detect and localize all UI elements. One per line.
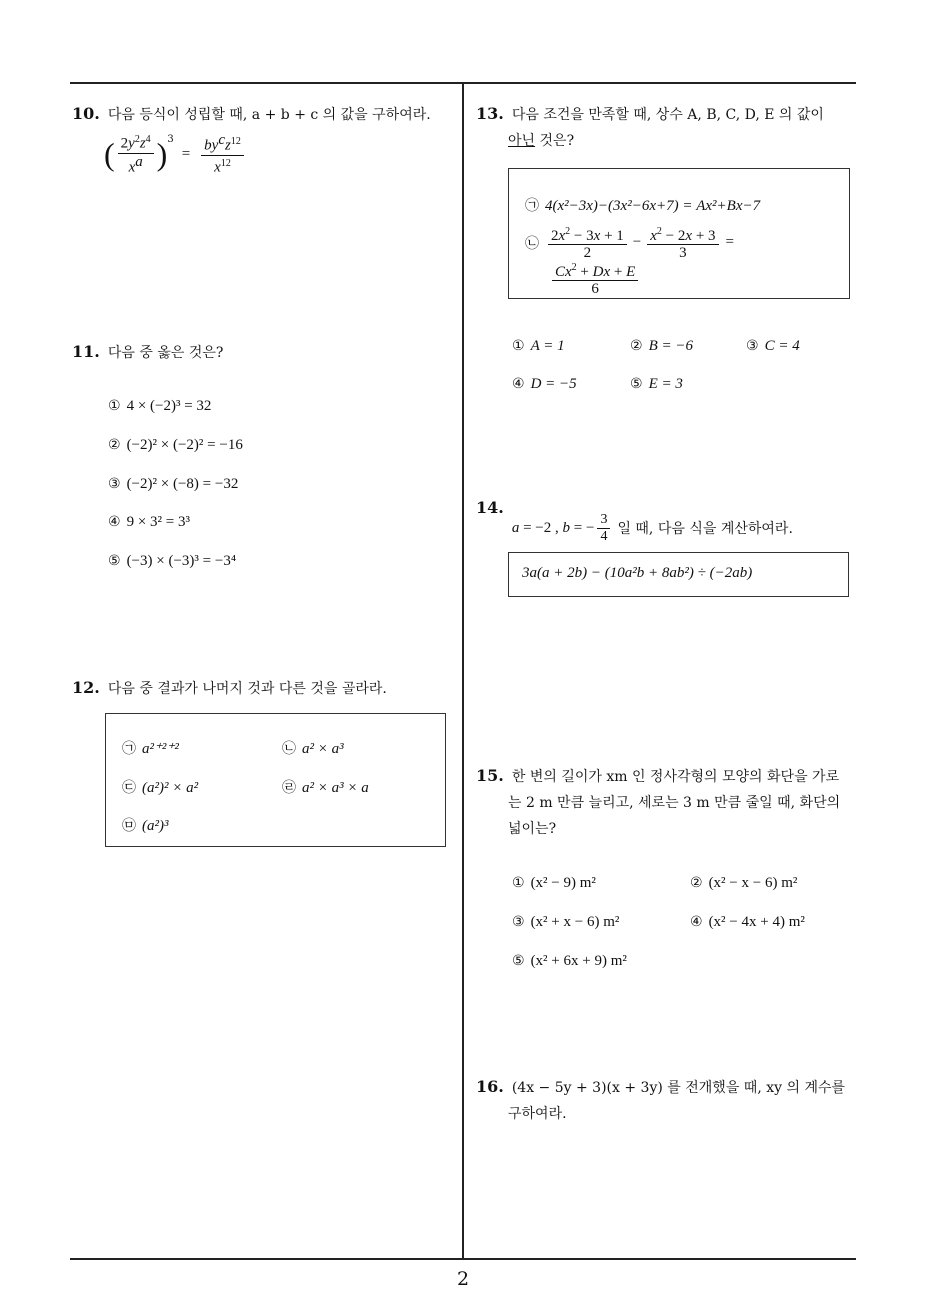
- underlined-word: 아닌: [508, 133, 536, 149]
- option-1[interactable]: ① A = 1: [512, 338, 565, 354]
- item-d: ㉣ a² × a³ × a: [282, 780, 369, 796]
- equation: ( $\frac{2y^2z^4}{x^a}$ ) $^3$ = $\frac{by^cz^{12}}{x^{12}}$: [104, 132, 431, 176]
- item-c: ㉢ (a²)² × a²: [122, 780, 199, 796]
- option-4[interactable]: ④ 9 × 3² = 3³: [108, 514, 190, 530]
- item-e: ㉤ (a²)³: [122, 818, 169, 834]
- question-text: 다음 중 결과가 나머지 것과 다른 것을 골라라.: [107, 681, 387, 697]
- question-number: 15.: [476, 766, 504, 785]
- option-5[interactable]: ⑤ (x² + 6x + 9) m²: [512, 953, 627, 969]
- option-5[interactable]: ⑤ (−3) × (−3)³ = −3⁴: [108, 553, 237, 569]
- question-number: 14.: [476, 498, 504, 517]
- question-text: 일 때, 다음 식을 계산하여라.: [617, 520, 793, 537]
- question-text: 다음 중 옳은 것은?: [107, 345, 224, 361]
- question-10: [72, 102, 431, 176]
- question-number: 11.: [72, 342, 100, 361]
- question-number: 13.: [476, 104, 504, 123]
- condition-2-rhs: [549, 260, 641, 297]
- question-16: [476, 1075, 860, 1127]
- bottom-rule: [70, 1258, 856, 1260]
- option-3[interactable]: ③ C = 4: [746, 338, 800, 354]
- question-text-line3: 넓이는?: [508, 821, 557, 837]
- option-4[interactable]: ④ D = −5: [512, 376, 577, 392]
- option-2[interactable]: ② (x² − x − 6) m²: [690, 875, 798, 891]
- fraction: $\frac{x^2 - 2x + 3}{3}$: [647, 224, 718, 261]
- option-3[interactable]: ③ (x² + x − 6) m²: [512, 914, 620, 930]
- question-number: 16.: [476, 1077, 504, 1096]
- question-text: 다음 조건을 만족할 때, 상수 A, B, C, D, E 의 값이: [511, 107, 824, 123]
- question-15: [476, 764, 860, 842]
- condition-1: ㉠ 4(x²−3x)−(3x²−6x+7) = Ax²+Bx−7: [525, 198, 761, 214]
- option-5[interactable]: ⑤ E = 3: [630, 376, 683, 392]
- question-11: [72, 340, 223, 366]
- question-14: [476, 498, 793, 545]
- question-number: 12.: [72, 678, 100, 697]
- question-text: (4x − 5y + 3)(x + 3y) 를 전개했을 때, xy 의 계수를: [511, 1080, 846, 1096]
- item-a: ㉠ a²⁺²⁺²: [122, 741, 179, 757]
- fraction: $\frac{2x^2 - 3x + 1}{2}$: [548, 224, 627, 261]
- column-divider: [462, 83, 464, 1259]
- fraction: $\frac{3}{4}$: [597, 512, 610, 545]
- option-1[interactable]: ① 4 × (−2)³ = 32: [108, 398, 212, 414]
- question-text: 다음 등식이 성립할 때, a + b + c 의 값을 구하여라.: [107, 107, 431, 123]
- question-13: [476, 102, 860, 154]
- question-text: 한 변의 길이가 xm 인 정사각형의 모양의 화단을 가로: [511, 769, 840, 785]
- option-4[interactable]: ④ (x² − 4x + 4) m²: [690, 914, 805, 930]
- condition-2: ㉡ $\frac{2x^2 - 3x + 1}{2}$ − $\frac{x^2 - 2x + 3}{3}$ =: [525, 226, 734, 261]
- page-number: 2: [456, 1268, 470, 1290]
- option-2[interactable]: ② B = −6: [630, 338, 693, 354]
- item-b: ㉡ a² × a³: [282, 741, 344, 757]
- given-values: a = −2 , b = −: [511, 520, 595, 536]
- option-3[interactable]: ③ (−2)² × (−8) = −32: [108, 476, 239, 492]
- fraction: $\frac{Cx^2 + Dx + E}{6}$: [552, 260, 638, 297]
- question-text-line2: 아닌 것은?: [508, 133, 575, 149]
- fraction: $\frac{2y^2z^4}{x^a}$: [118, 132, 154, 176]
- option-2[interactable]: ② (−2)² × (−2)² = −16: [108, 437, 243, 453]
- fraction: $\frac{by^cz^{12}}{x^{12}}$: [201, 132, 244, 176]
- option-1[interactable]: ① (x² − 9) m²: [512, 875, 596, 891]
- question-12: [72, 676, 387, 702]
- question-number: 10.: [72, 104, 100, 123]
- question-text-line2: 구하여라.: [508, 1106, 567, 1122]
- expression: 3a(a + 2b) − (10a²b + 8ab²) ÷ (−2ab): [522, 565, 753, 581]
- question-text-line2: 는 2 m 만큼 늘리고, 세로는 3 m 만큼 줄일 때, 화단의: [508, 795, 841, 811]
